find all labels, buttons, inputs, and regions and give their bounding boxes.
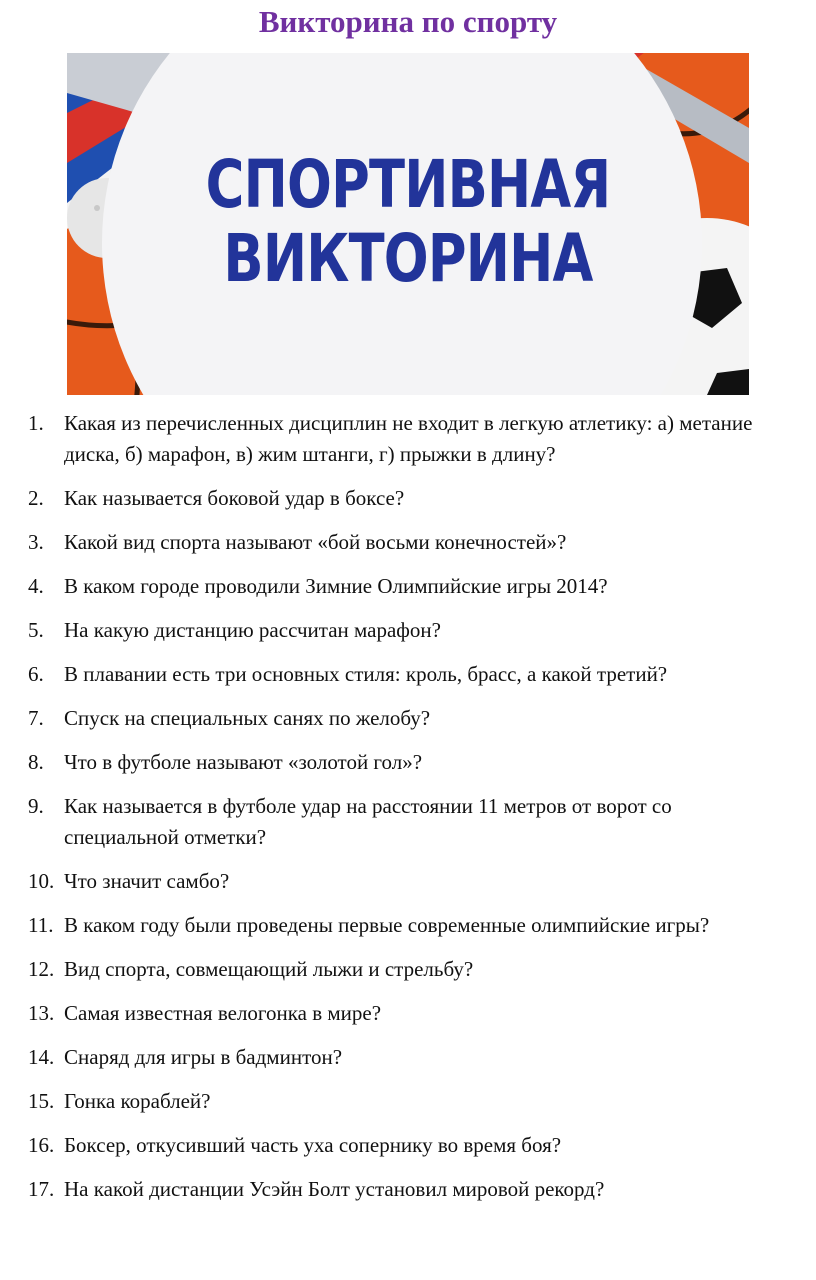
list-item bbox=[28, 527, 788, 558]
question-text: В плавании есть три основных стиля: кроль, брасс, а какой третий? bbox=[64, 662, 668, 686]
question-number: 2. bbox=[28, 486, 44, 510]
question-number: 14. bbox=[28, 1045, 55, 1069]
list-item bbox=[28, 408, 788, 470]
list-item bbox=[28, 747, 788, 778]
question-number: 17. bbox=[28, 1177, 55, 1201]
list-item bbox=[28, 571, 788, 602]
question-number: 7. bbox=[28, 706, 44, 730]
list-item bbox=[28, 1042, 788, 1073]
question-text: Какой вид спорта называют «бой восьми конечностей»? bbox=[64, 530, 567, 554]
question-text: Вид спорта, совмещающий лыжи и стрельбу? bbox=[64, 957, 474, 981]
question-text: Снаряд для игры в бадминтон? bbox=[64, 1045, 343, 1069]
question-text: Что в футболе называют «золотой гол»? bbox=[64, 750, 423, 774]
page-title: Викторина по спорту bbox=[258, 4, 558, 39]
banner-line-1: СПОРТИВНАЯ bbox=[205, 146, 611, 223]
question-number: 13. bbox=[28, 1001, 55, 1025]
list-item bbox=[28, 954, 788, 985]
list-item bbox=[28, 703, 788, 734]
question-text: На какую дистанцию рассчитан марафон? bbox=[64, 618, 441, 642]
list-item bbox=[28, 910, 788, 941]
question-text: На какой дистанции Усэйн Болт установил мировой рекорд? bbox=[64, 1177, 605, 1201]
question-number: 11. bbox=[28, 913, 54, 937]
list-item bbox=[28, 866, 788, 897]
list-item bbox=[28, 1174, 788, 1205]
question-text: Как называется в футболе удар на расстоянии 11 метров от ворот со специальной отметки? bbox=[64, 794, 672, 849]
banner-line-2: ВИКТОРИНА bbox=[223, 220, 593, 297]
question-number: 12. bbox=[28, 957, 55, 981]
question-text: В каком году были проведены первые современные олимпийские игры? bbox=[64, 913, 710, 937]
list-item bbox=[28, 791, 788, 853]
question-number: 3. bbox=[28, 530, 44, 554]
question-text: Самая известная велогонка в мире? bbox=[64, 1001, 382, 1025]
question-text: Как называется боковой удар в боксе? bbox=[64, 486, 405, 510]
question-text: Какая из перечисленных дисциплин не входит в легкую атлетику: а) метание диска, б) марафон, в) жим штанги, г) прыжки в длину? bbox=[64, 411, 753, 466]
question-text: Спуск на специальных санях по желобу? bbox=[64, 706, 431, 730]
question-number: 8. bbox=[28, 750, 44, 774]
question-text: В каком городе проводили Зимние Олимпийские игры 2014? bbox=[64, 574, 608, 598]
banner-heading bbox=[135, 148, 681, 296]
question-text: Гонка кораблей? bbox=[64, 1089, 211, 1113]
question-number: 4. bbox=[28, 574, 44, 598]
question-number: 1. bbox=[28, 411, 44, 435]
question-text: Что значит самбо? bbox=[64, 869, 230, 893]
questions-list bbox=[28, 408, 788, 1218]
list-item bbox=[28, 659, 788, 690]
question-text: Боксер, откусивший часть уха сопернику во время боя? bbox=[64, 1133, 562, 1157]
question-number: 6. bbox=[28, 662, 44, 686]
list-item bbox=[28, 483, 788, 514]
question-number: 15. bbox=[28, 1089, 55, 1113]
question-number: 10. bbox=[28, 869, 55, 893]
question-number: 9. bbox=[28, 794, 44, 818]
list-item bbox=[28, 998, 788, 1029]
list-item bbox=[28, 615, 788, 646]
list-item bbox=[28, 1130, 788, 1161]
question-number: 16. bbox=[28, 1133, 55, 1157]
list-item bbox=[28, 1086, 788, 1117]
quiz-banner-image bbox=[67, 53, 749, 395]
question-number: 5. bbox=[28, 618, 44, 642]
